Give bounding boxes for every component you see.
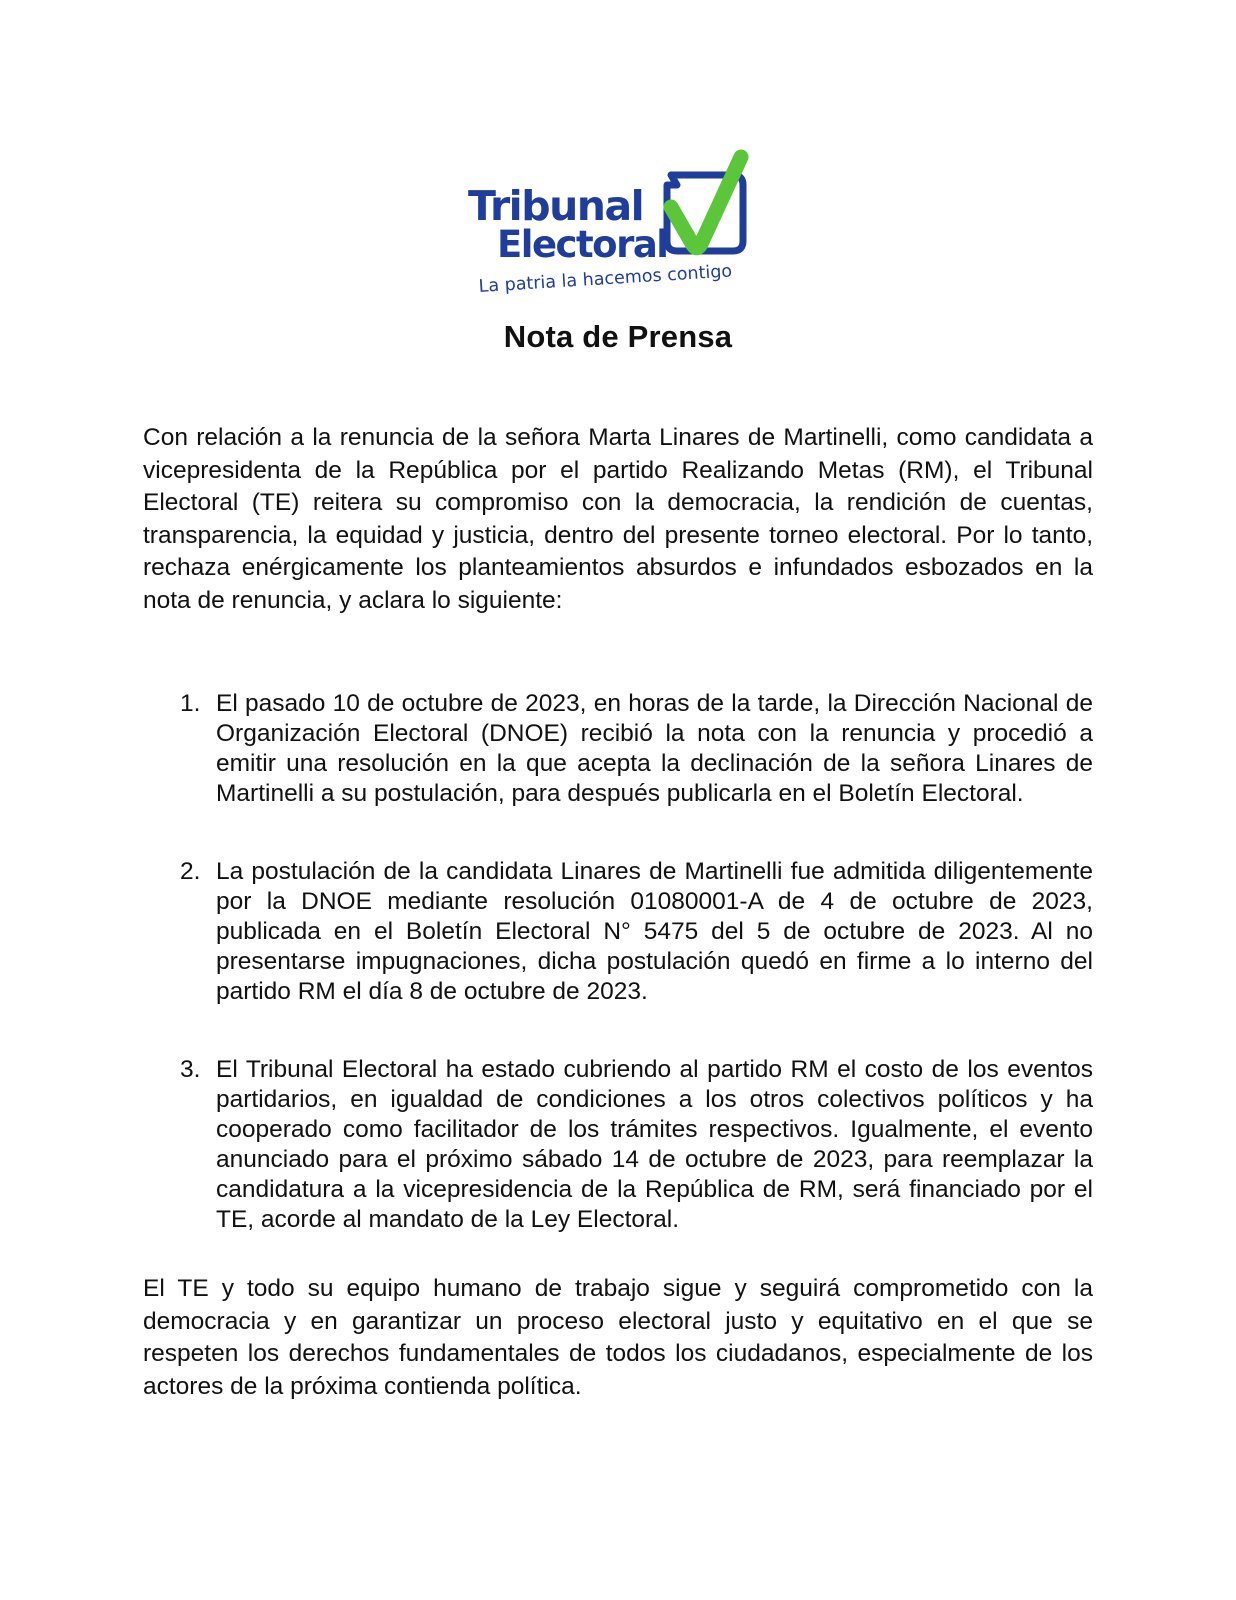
list-item bbox=[143, 1055, 1093, 1235]
list-item-text: El pasado 10 de octubre de 2023, en horas de la tarde, la Dirección Nacional de Organización Electoral (DNOE) recibió la nota con la renuncia y procedió a emitir una resolución en la que acepta la declinación de la señora Linares de Martinelli a su postulación, para después publicarla en el Boletín Electoral. bbox=[216, 690, 1093, 807]
tribunal-electoral-logo bbox=[465, 145, 765, 305]
check-mark-icon bbox=[671, 157, 741, 248]
logo-graphic bbox=[465, 145, 765, 305]
logo-tagline: La patria la hacemos contigo bbox=[478, 261, 733, 297]
list-item-number: 2. bbox=[180, 858, 201, 885]
clarification-list bbox=[143, 689, 1093, 1235]
list-item bbox=[143, 857, 1093, 1007]
list-item bbox=[143, 689, 1093, 809]
list-item-number: 3. bbox=[180, 1056, 201, 1083]
list-item-text: La postulación de la candidata Linares de Martinelli fue admitida diligentemente por la DNOE mediante resolución 01080001-A de 4 de octubre de 2023, publicada en el Boletín Electoral N° 5475 del 5 de octubre de 2023. Al no presentarse impugnaciones, dicha postulación quedó en firme a lo interno del partido RM el día 8 de octubre de 2023. bbox=[216, 858, 1093, 1005]
document-body bbox=[143, 422, 1093, 1403]
list-item-text: El Tribunal Electoral ha estado cubriendo al partido RM el costo de los eventos partidarios, en igualdad de condiciones a los otros colectivos políticos y ha cooperado como facilitador de los trámites respectivos. Igualmente, el evento anunciado para el próximo sábado 14 de octubre de 2023, para reemplazar la candidatura a la vicepresidencia de la República de RM, será financiado por el TE, acorde al mandato de la Ley Electoral. bbox=[216, 1056, 1093, 1233]
closing-paragraph: El TE y todo su equipo humano de trabajo sigue y seguirá comprometido con la democracia y en garantizar un proceso electoral justo y equitativo en el que se respeten los derechos fundamentales de todos los ciudadanos, especialmente de los actores de la próxima contienda política. bbox=[143, 1275, 1093, 1400]
list-item-number: 1. bbox=[180, 690, 201, 717]
logo-line2: Electoral bbox=[497, 223, 668, 266]
page-title: Nota de Prensa bbox=[503, 319, 733, 354]
logo-line1: Tribunal bbox=[468, 182, 644, 230]
intro-paragraph: Con relación a la renuncia de la señora Marta Linares de Martinelli, como candidata a vicepresidenta de la República por el partido Realizando Metas (RM), el Tribunal Electoral (TE) reitera su compromiso con la democracia, la rendición de cuentas, transparencia, la equidad y justicia, dentro del presente torneo electoral. Por lo tanto, rechaza enérgicamente los planteamientos absurdos e infundados esbozados en la nota de renuncia, y aclara lo siguiente: bbox=[143, 424, 1093, 614]
